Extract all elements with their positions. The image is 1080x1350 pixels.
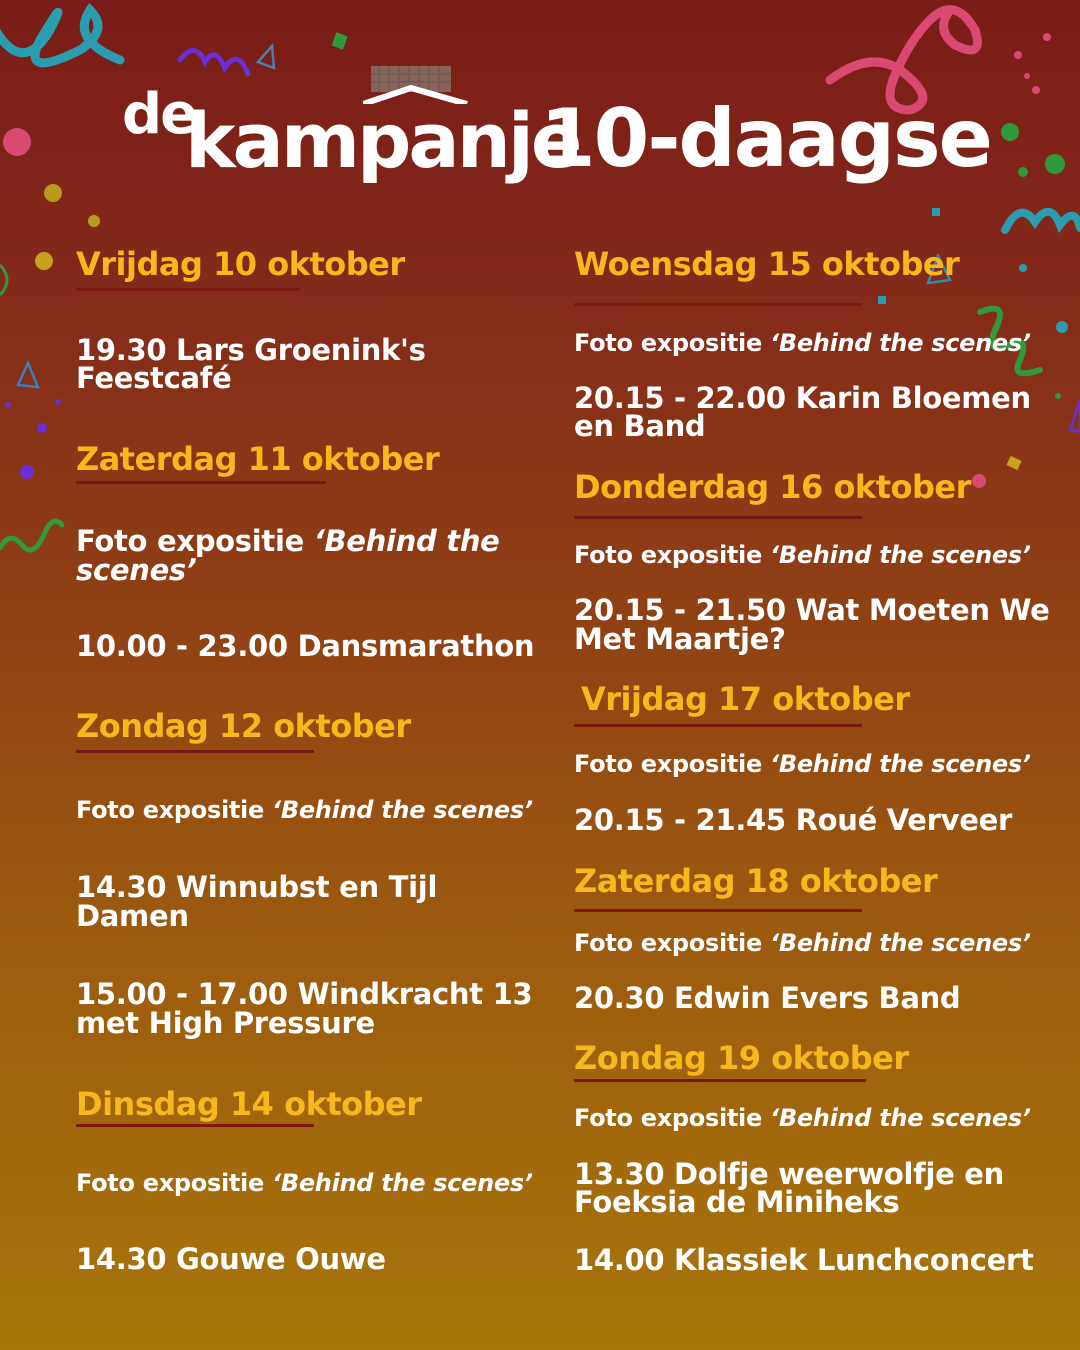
event-line: Foeksia de Miniheks — [574, 1185, 900, 1219]
event-line: 19.30 Lars Groenink's — [76, 333, 426, 367]
event-line: 20.15 - 22.00 Karin Bloemen — [574, 381, 1031, 415]
event-line: 20.15 - 21.50 Wat Moeten We — [574, 593, 1050, 627]
day-heading: Dinsdag 14 oktober — [76, 1085, 422, 1123]
event-line: Met Maartje? — [574, 622, 786, 656]
event-line: 10.00 - 23.00 Dansmarathon — [76, 629, 535, 663]
heading-underline — [574, 724, 862, 727]
heading-underline — [76, 288, 300, 291]
day-heading: Vrijdag 17 oktober — [581, 680, 910, 718]
event-line: Feestcafé — [76, 361, 232, 395]
heading-underline — [574, 1079, 866, 1082]
day-heading: Zaterdag 18 oktober — [574, 862, 938, 900]
event-line: 14.00 Klassiek Lunchconcert — [574, 1243, 1034, 1277]
photo-exhibition: Foto expositie ‘Behind the scenes’ — [574, 541, 1031, 569]
heading-underline — [574, 909, 862, 912]
day-heading: Zondag 19 oktober — [574, 1039, 909, 1077]
header — [0, 0, 1080, 220]
event-line: 15.00 - 17.00 Windkracht 13 — [76, 977, 533, 1011]
event-line: met High Pressure — [76, 1006, 375, 1040]
heading-underline — [574, 303, 862, 306]
photo-exhibition: Foto expositie ‘Behind the scenes’ — [574, 929, 1031, 957]
logo-kampanje: kampanje — [185, 96, 580, 185]
event-line: 14.30 Gouwe Ouwe — [76, 1242, 386, 1276]
heading-underline — [574, 516, 862, 519]
photo-exhibition: scenes’ — [76, 553, 197, 587]
event-line: 14.30 Winnubst en Tijl — [76, 870, 438, 904]
event-line: 13.30 Dolfje weerwolfje en — [574, 1157, 1005, 1191]
day-heading: Zondag 12 oktober — [76, 707, 411, 745]
event-line: Damen — [76, 899, 189, 933]
photo-exhibition: Foto expositie ‘Behind the scenes’ — [574, 1104, 1031, 1132]
event-line: 20.15 - 21.45 Roué Verveer — [574, 803, 1013, 837]
day-heading: Zaterdag 11 oktober — [76, 440, 440, 478]
day-heading: Woensdag 15 oktober — [574, 245, 960, 283]
event-line: en Band — [574, 409, 706, 443]
event-line: 20.30 Edwin Evers Band — [574, 981, 961, 1015]
photo-exhibition: Foto expositie ‘Behind the scenes’ — [76, 796, 533, 824]
photo-exhibition: Foto expositie ‘Behind the scenes’ — [76, 1169, 533, 1197]
day-heading: Donderdag 16 oktober — [574, 468, 971, 506]
heading-underline — [76, 481, 326, 484]
logo-de: de — [122, 82, 197, 147]
heading-underline — [76, 1124, 314, 1127]
day-heading: Vrijdag 10 oktober — [76, 245, 405, 283]
heading-underline — [76, 750, 314, 753]
photo-exhibition: Foto expositie ‘Behind the — [76, 524, 500, 558]
page-title: 10-daagse — [540, 92, 991, 185]
photo-exhibition: Foto expositie ‘Behind the scenes’ — [574, 329, 1031, 357]
photo-exhibition: Foto expositie ‘Behind the scenes’ — [574, 750, 1031, 778]
